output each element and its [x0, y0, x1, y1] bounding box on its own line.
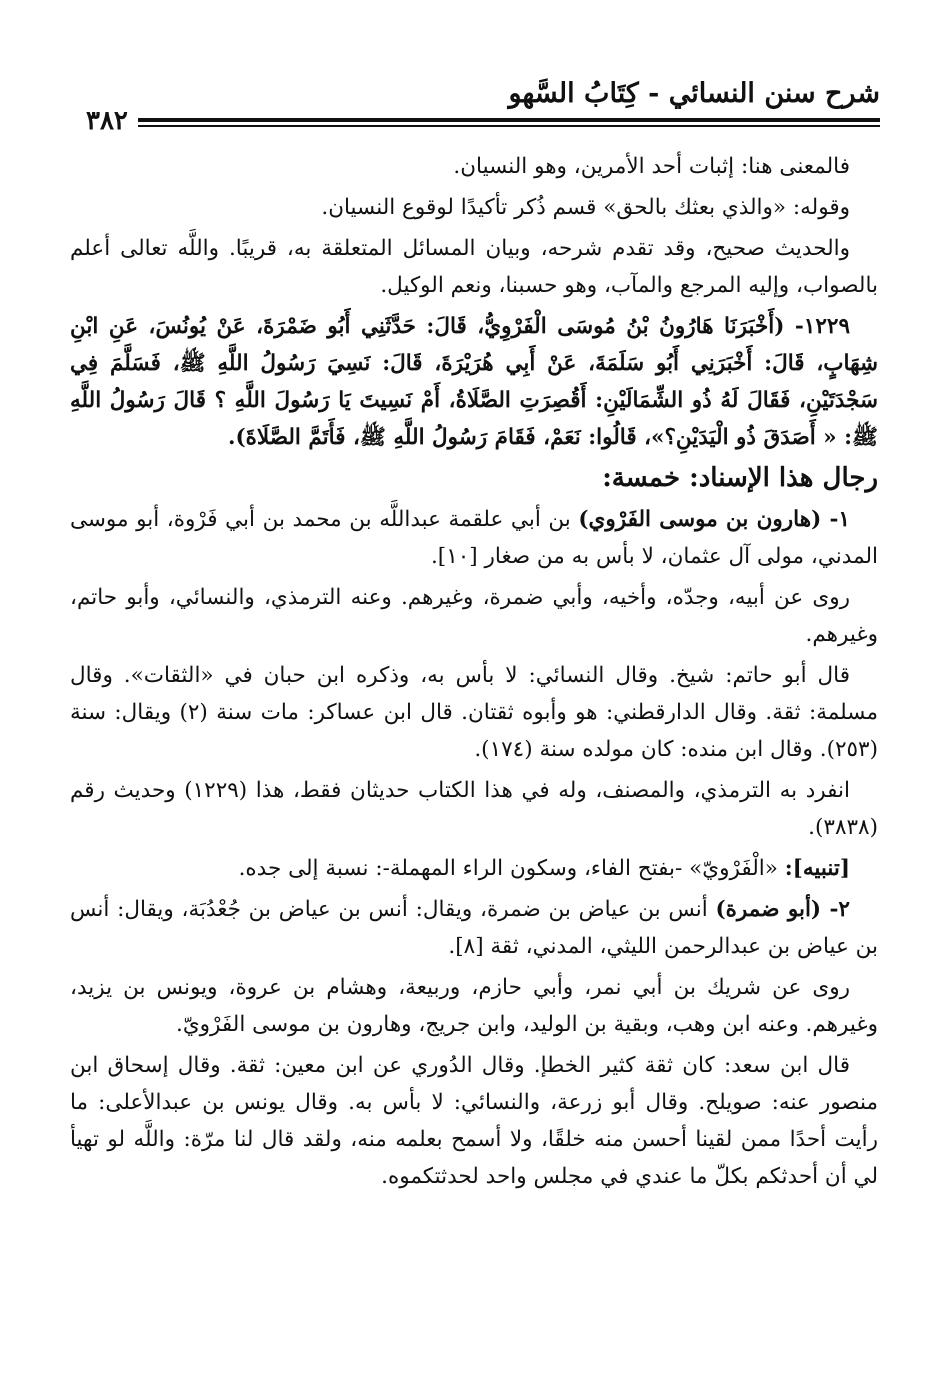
narrator-entry: [70, 501, 878, 575]
page-body: [70, 148, 878, 1199]
running-title: شرح سنن النسائي - كِتَابُ السَّهو: [508, 78, 880, 109]
section-heading: رجال هذا الإسناد: خمسة:: [602, 463, 878, 493]
paragraph: روى عن أبيه، وجدّه، وأخيه، وأبي ضمرة، وغيرهم. وعنه الترمذي، والنسائي، وأبو حاتم، وغيرهم.: [70, 585, 878, 647]
paragraph: روى عن شريك بن أبي نمر، وأبي حازم، وربيعة، وهشام بن عروة، ويونس بن يزيد، وغيرهم. وعنه ابن وهب، وبقية بن الوليد، وابن جريج، وهارون بن موسى الفَرْويّ.: [70, 975, 878, 1037]
paragraph: والحديث صحيح، وقد تقدم شرحه، وبيان المسائل المتعلقة به، قريبًا. واللَّه تعالى أعلم بالصواب، وإليه المرجع والمآب، وهو حسبنا، ونعم الوكيل.: [70, 236, 878, 298]
paragraph: انفرد به الترمذي، والمصنف، وله في هذا الكتاب حديثان فقط، هذا (١٢٢٩) وحديث رقم (٣٨٣٨).: [70, 778, 878, 840]
header-rule-thick: [72, 118, 880, 122]
note-label: [تنبيه]:: [784, 856, 850, 881]
paragraph: قال أبو حاتم: شيخ. وقال النسائي: لا بأس به، وذكره ابن حبان في «الثقات». وقال مسلمة: ثقة. وقال الدارقطني: هو وأبوه ثقتان. قال ابن عساكر: مات سنة (٢) ويقال: سنة (٢٥٣). وقال ابن منده: كان مولده سنة (١٧٤).: [70, 663, 878, 762]
paragraph: قال ابن سعد: كان ثقة كثير الخطإ. وقال الدُوري عن ابن معين: ثقة. وقال إسحاق ابن منصور عنه: صويلح. وقال أبو زرعة، والنسائي: لا بأس به. وقال يونس بن عبدالأعلى: ما رأيت أحدًا ممن لقينا أحسن منه خلقًا، ولا أسمح بعلمه منه، ولقد قال لنا مرّة: واللَّه لو تهيأ لي أن أحدثكم بكلّ ما عندي في مجلس واحد لحدثتكموه.: [70, 1053, 878, 1189]
hadith-text: ١٢٢٩- (أَخْبَرَنَا هَارُونُ بْنُ مُوسَى الْفَرْوِيُّ، قَالَ: حَدَّثَنِي أَبُو ضَمْرَةَ، عَنْ يُونُسَ، عَنِ ابْنِ شِهَابٍ، قَالَ: أَخْبَرَنِي أَبُو سَلَمَةَ، عَنْ أَبِي هُرَيْرَةَ، قَالَ: نَسِيَ رَسُولُ اللَّهِ ﷺ، فَسَلَّمَ فِي سَجْدَتَيْنِ، فَقَالَ لَهُ ذُو الشِّمَالَيْنِ: أَقُصِرَتِ الصَّلَاةُ، أَمْ نَسِيتَ يَا رَسُولَ اللَّهِ ؟ قَالَ رَسُولُ اللَّهِ ﷺ: « أَصَدَقَ ذُو الْيَدَيْنِ؟»، قَالُوا: نَعَمْ، فَقَامَ رَسُولُ اللَّهِ ﷺ، فَأَتَمَّ الصَّلَاةَ).: [70, 314, 878, 450]
note-text: «الْفَرْويّ» -بفتح الفاء، وسكون الراء المهملة-: نسبة إلى جده.: [238, 856, 785, 881]
paragraph: فالمعنى هنا: إثبات أحد الأمرين، وهو النسيان.: [453, 154, 850, 179]
narrator-description: بن أبي علقمة عبداللَّه بن محمد بن أبي فَرْوة، أبو موسى المدني، مولى آل عثمان، لا بأس به من صغار [١٠].: [70, 507, 878, 569]
page-header: [72, 78, 880, 136]
header-rule-thin: [72, 125, 880, 127]
paragraph: وقوله: «والذي بعثك بالحق» قسم ذُكر تأكيدًا لوقوع النسيان.: [321, 195, 850, 220]
note-entry: [70, 850, 878, 887]
page-number: ٣٨٢: [72, 106, 138, 136]
narrator-description: أنس بن عياض بن ضمرة، ويقال: أنس بن عياض بن جُعْدُبَة، ويقال: أنس بن عياض بن عبدالرحمن الليثي، المدني، ثقة [٨].: [70, 897, 878, 959]
narrator-name: ٢- (أبو ضمرة): [715, 897, 850, 922]
narrator-name: ١- (هارون بن موسى الفَرْوي): [578, 507, 850, 532]
narrator-entry: [70, 891, 878, 965]
